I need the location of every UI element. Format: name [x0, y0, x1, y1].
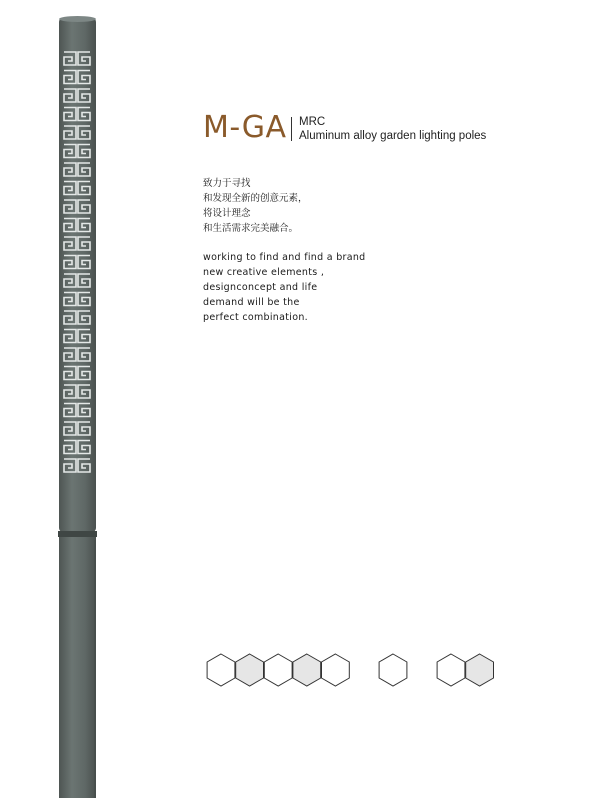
model-code: MRC [299, 116, 326, 128]
garden-pole-image [0, 0, 110, 798]
description-line: 和生活需求完美融合。 [203, 223, 299, 234]
hexagon-icon [322, 654, 350, 686]
model-name: M-GA [203, 110, 287, 145]
description-line: designconcept and life [203, 282, 318, 293]
description-line: 致力于寻找 [203, 178, 251, 189]
product-subtitle: Aluminum alloy garden lighting poles [299, 130, 487, 142]
description-line: 和发现全新的创意元素， [203, 193, 308, 204]
hexagon-icon [293, 654, 321, 686]
title-divider [291, 117, 292, 141]
hexagon-icon [379, 654, 407, 686]
description-english [203, 250, 366, 325]
description-line: working to find and find a brand [203, 252, 366, 263]
hexagon-icon [466, 654, 494, 686]
hexagon-icon [207, 654, 235, 686]
description-line: perfect combination. [203, 312, 308, 323]
hexagon-icon [437, 654, 465, 686]
description-line: 将设计理念 [203, 208, 251, 219]
description-line: demand will be the [203, 297, 300, 308]
description-line: new creative elements , [203, 267, 325, 278]
hexagon-pattern-icons [200, 650, 500, 692]
description-chinese [203, 176, 308, 236]
hexagon-icon [236, 654, 264, 686]
hexagon-icon [264, 654, 292, 686]
